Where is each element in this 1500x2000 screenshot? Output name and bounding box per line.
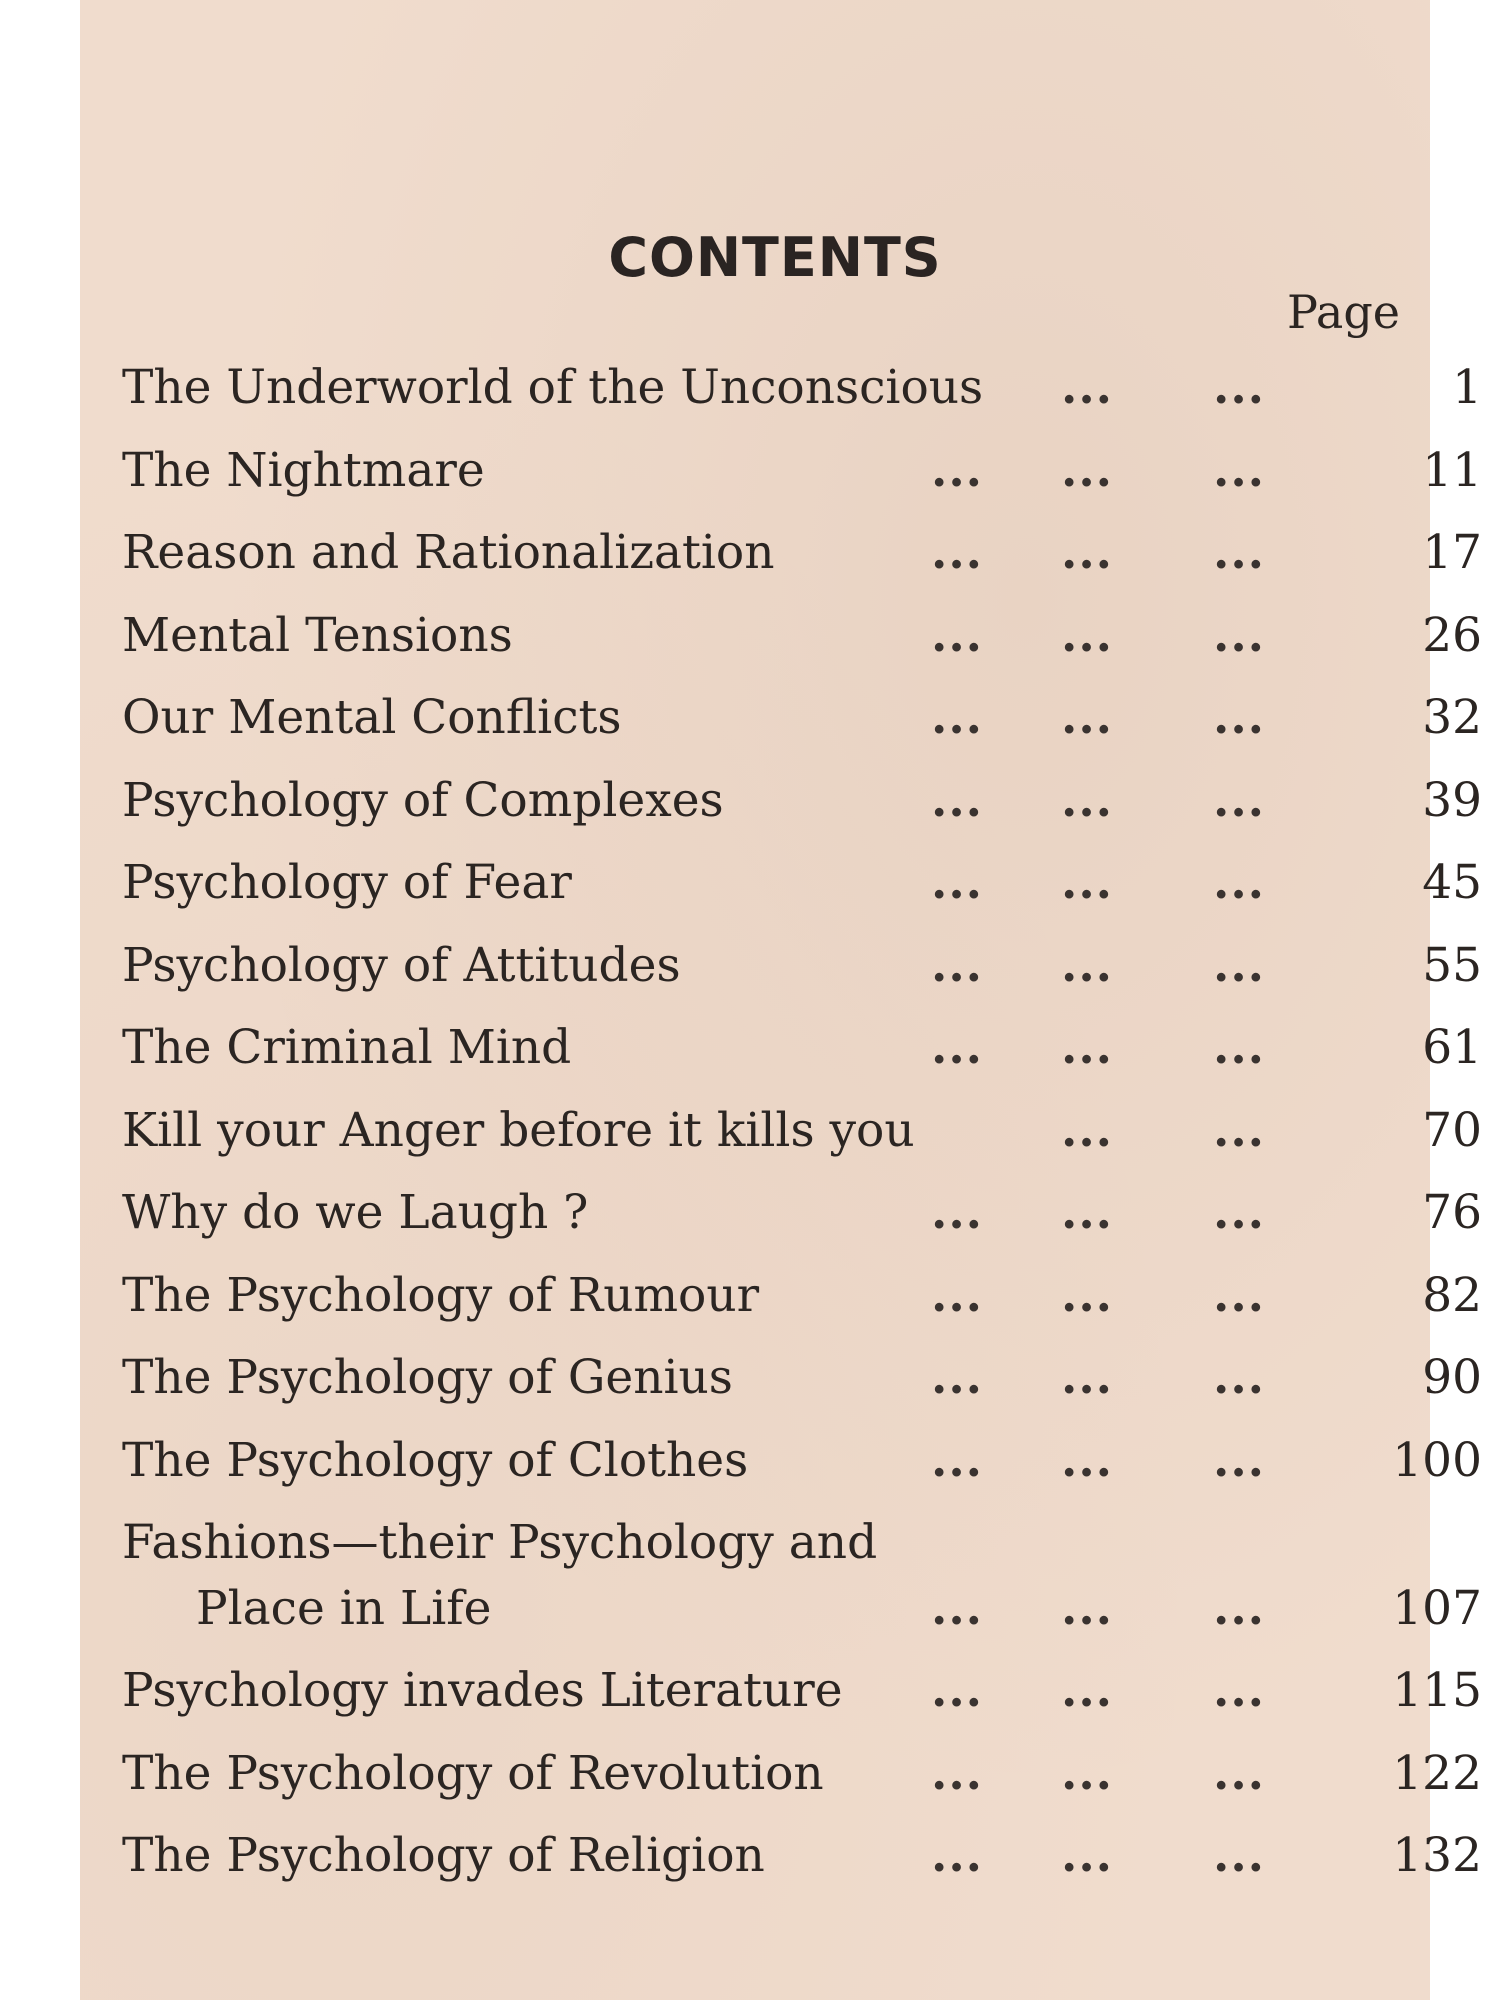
toc-entry xyxy=(122,1020,1482,1103)
page-column-label: Page xyxy=(1287,285,1400,339)
dot-leader: ... xyxy=(1060,1828,1114,1883)
dot-leader: ... xyxy=(1060,1432,1114,1488)
dot-leader: ... xyxy=(1060,855,1114,910)
entry-title: Fashions—their Psychology and xyxy=(122,1515,878,1570)
dot-leader: ... xyxy=(1212,607,1266,663)
entry-page-number: 1 xyxy=(1452,360,1482,415)
dot-leader: ... xyxy=(1212,937,1266,993)
dot-leader: ... xyxy=(930,772,984,828)
dot-leader: ... xyxy=(1212,1350,1266,1405)
entry-page-number: 61 xyxy=(1422,1020,1482,1075)
entry-page-number: 107 xyxy=(1392,1581,1482,1636)
book-page xyxy=(80,0,1482,2000)
dot-leader: ... xyxy=(930,1432,984,1488)
dot-leader: ... xyxy=(1212,855,1266,910)
entry-page-number: 39 xyxy=(1422,772,1482,828)
dot-leader: ... xyxy=(1060,937,1114,993)
entry-title: Psychology of Complexes xyxy=(122,772,724,828)
entry-title: The Nightmare xyxy=(122,442,485,498)
dot-leader: ... xyxy=(1060,442,1114,498)
entry-title: Our Mental Conflicts xyxy=(122,690,622,745)
toc-entry xyxy=(122,443,1482,526)
toc-entry xyxy=(122,525,1482,608)
dot-leader: ... xyxy=(1212,1267,1266,1323)
dot-leader: ... xyxy=(930,1020,984,1075)
entry-title: The Criminal Mind xyxy=(122,1020,572,1075)
toc-entry xyxy=(122,1268,1482,1351)
dot-leader: ... xyxy=(1212,1020,1266,1075)
entry-title: The Psychology of Clothes xyxy=(122,1432,749,1488)
entry-page-number: 70 xyxy=(1422,1102,1482,1158)
dot-leader: ... xyxy=(930,1185,984,1240)
dot-leader: ... xyxy=(1212,442,1266,498)
dot-leader: ... xyxy=(930,937,984,993)
entry-page-number: 26 xyxy=(1422,607,1482,663)
dot-leader: ... xyxy=(1060,1020,1114,1075)
entry-page-number: 32 xyxy=(1422,690,1482,745)
dot-leader: ... xyxy=(1212,1828,1266,1883)
entry-title: The Psychology of Genius xyxy=(122,1350,733,1405)
entry-title: The Psychology of Rumour xyxy=(122,1267,760,1323)
dot-leader: ... xyxy=(1060,1581,1114,1636)
toc-entry xyxy=(122,1828,1482,1911)
toc-entry xyxy=(122,1663,1482,1746)
entry-title: The Psychology of Religion xyxy=(122,1828,765,1883)
dot-leader: ... xyxy=(1212,1432,1266,1488)
entry-title: Mental Tensions xyxy=(122,607,513,663)
dot-leader: ... xyxy=(930,690,984,745)
dot-leader: ... xyxy=(1060,525,1114,580)
entry-page-number: 100 xyxy=(1392,1432,1482,1488)
entry-page-number: 122 xyxy=(1392,1745,1482,1801)
dot-leader: ... xyxy=(1060,1350,1114,1405)
dot-leader: ... xyxy=(1060,360,1114,415)
toc-entry xyxy=(122,1103,1482,1186)
entry-page-number: 82 xyxy=(1422,1267,1482,1323)
entry-page-number: 11 xyxy=(1422,442,1482,498)
dot-leader: ... xyxy=(1212,360,1266,415)
entry-title: Reason and Rationalization xyxy=(122,525,775,580)
entry-title-continuation: Place in Life xyxy=(196,1581,492,1636)
entry-page-number: 115 xyxy=(1392,1663,1482,1718)
entry-page-number: 45 xyxy=(1422,855,1482,910)
entry-page-number: 17 xyxy=(1422,525,1482,580)
dot-leader: ... xyxy=(1060,1745,1114,1801)
table-of-contents xyxy=(122,360,1482,1911)
dot-leader: ... xyxy=(1060,607,1114,663)
toc-entry xyxy=(122,1185,1482,1268)
toc-entry xyxy=(122,1515,1482,1663)
toc-entry xyxy=(122,690,1482,773)
dot-leader: ... xyxy=(1060,772,1114,828)
dot-leader: ... xyxy=(1212,690,1266,745)
entry-title: Psychology of Attitudes xyxy=(122,937,681,993)
toc-entry xyxy=(122,1433,1482,1516)
entry-title: The Underworld of the Unconscious xyxy=(122,360,984,415)
dot-leader: ... xyxy=(930,1745,984,1801)
dot-leader: ... xyxy=(1212,1663,1266,1718)
toc-entry xyxy=(122,773,1482,856)
dot-leader: ... xyxy=(930,1663,984,1718)
toc-entry xyxy=(122,938,1482,1021)
entry-title: Psychology invades Literature xyxy=(122,1663,843,1718)
toc-entry xyxy=(122,1350,1482,1433)
dot-leader: ... xyxy=(930,607,984,663)
toc-entry xyxy=(122,360,1482,443)
dot-leader: ... xyxy=(930,442,984,498)
dot-leader: ... xyxy=(930,1581,984,1636)
dot-leader: ... xyxy=(1212,1185,1266,1240)
dot-leader: ... xyxy=(1212,1581,1266,1636)
dot-leader: ... xyxy=(1212,772,1266,828)
dot-leader: ... xyxy=(1060,690,1114,745)
dot-leader: ... xyxy=(1060,1102,1114,1158)
toc-entry xyxy=(122,855,1482,938)
dot-leader: ... xyxy=(930,525,984,580)
dot-leader: ... xyxy=(1212,1745,1266,1801)
contents-heading: CONTENTS xyxy=(608,226,942,289)
dot-leader: ... xyxy=(1212,525,1266,580)
dot-leader: ... xyxy=(930,1350,984,1405)
dot-leader: ... xyxy=(930,1267,984,1323)
entry-title: Why do we Laugh ? xyxy=(122,1185,589,1240)
entry-title: The Psychology of Revolution xyxy=(122,1745,824,1801)
entry-title: Kill your Anger before it kills you xyxy=(122,1102,915,1158)
dot-leader: ... xyxy=(1060,1267,1114,1323)
entry-page-number: 90 xyxy=(1422,1350,1482,1405)
toc-entry xyxy=(122,608,1482,691)
entry-page-number: 132 xyxy=(1392,1828,1482,1883)
entry-page-number: 55 xyxy=(1422,937,1482,993)
dot-leader: ... xyxy=(1060,1185,1114,1240)
dot-leader: ... xyxy=(930,1828,984,1883)
toc-entry xyxy=(122,1746,1482,1829)
dot-leader: ... xyxy=(1060,1663,1114,1718)
entry-title: Psychology of Fear xyxy=(122,855,572,910)
entry-page-number: 76 xyxy=(1422,1185,1482,1240)
dot-leader: ... xyxy=(930,855,984,910)
dot-leader: ... xyxy=(1212,1102,1266,1158)
